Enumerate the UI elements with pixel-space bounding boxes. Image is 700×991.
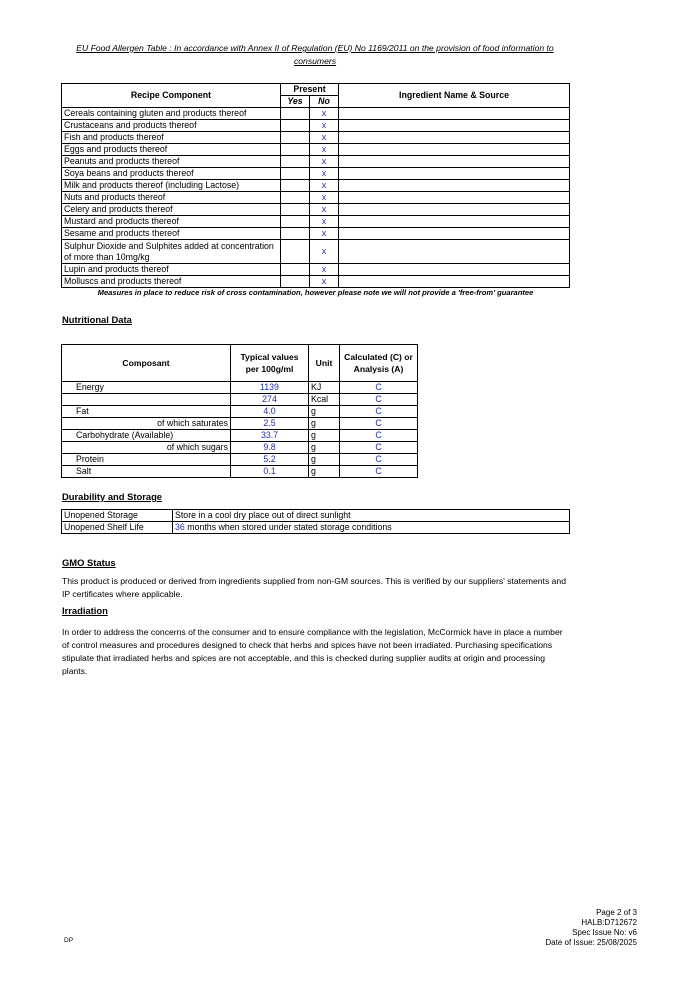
footer-spec: Spec Issue No: v6 <box>572 928 637 937</box>
allergen-yes <box>281 240 310 264</box>
allergen-ingredient <box>339 216 570 228</box>
gmo-text: This product is produced or derived from ingredients supplied from non-GM sources. This is verified by our suppliers' statements and IP certificates where applicable. <box>62 576 566 599</box>
allergen-row <box>62 132 570 144</box>
measures-note: Measures in place to reduce risk of cross contamination, however please note we will not provide a 'free-from' guarantee <box>97 288 534 297</box>
nutrient-method: C <box>340 394 418 406</box>
shelf-life-rest: months when stored under stated storage conditions <box>184 522 392 532</box>
shelf-life-months: 36 <box>175 522 185 532</box>
allergen-yes <box>281 120 310 132</box>
nutrient-value: 1139 <box>231 382 309 394</box>
allergen-component: Mustard and products thereof <box>62 216 281 228</box>
nutrient-unit: g <box>309 430 340 442</box>
allergen-component: Eggs and products thereof <box>62 144 281 156</box>
allergen-yes <box>281 132 310 144</box>
allergen-component: Milk and products thereof (including Lactose) <box>62 180 281 192</box>
col-composant: Composant <box>62 345 231 382</box>
nutrition-row <box>62 442 418 454</box>
allergen-ingredient <box>339 192 570 204</box>
col-calc: Calculated (C) or Analysis (A) <box>340 345 418 382</box>
nutrition-table <box>61 344 418 478</box>
allergen-ingredient <box>339 132 570 144</box>
allergen-no: x <box>310 204 339 216</box>
nutritional-heading: Nutritional Data <box>62 314 132 325</box>
footer-code: HALB:D712672 <box>581 918 637 927</box>
storage-value: Store in a cool dry place out of direct sunlight <box>173 510 570 522</box>
nutrient-unit: KJ <box>309 382 340 394</box>
footer-initials: DP <box>64 937 74 944</box>
irradiation-text: In order to address the concerns of the consumer and to ensure compliance with the legislation, McCormick have in place a number of control measures and procedures designed to check that herbs and spices have not been irradiated. Purchasing specifications stipulate that irradiated herbs and spices are not acceptable, and this is checked during supplier audits at origin and processing plants. <box>62 627 563 676</box>
allergen-row <box>62 228 570 240</box>
allergen-yes <box>281 144 310 156</box>
nutrition-row <box>62 418 418 430</box>
allergen-component: Cereals containing gluten and products thereof <box>62 108 281 120</box>
allergen-yes <box>281 264 310 276</box>
allergen-no: x <box>310 168 339 180</box>
allergen-ingredient <box>339 180 570 192</box>
nutrient-unit: g <box>309 454 340 466</box>
allergen-ingredient <box>339 264 570 276</box>
allergen-row <box>62 180 570 192</box>
allergen-yes <box>281 168 310 180</box>
allergen-row <box>62 276 570 288</box>
allergen-row <box>62 204 570 216</box>
irradiation-heading: Irradiation <box>62 605 108 616</box>
footer-page: Page 2 of 3 <box>596 908 637 917</box>
allergen-ingredient <box>339 228 570 240</box>
allergen-component: Crustaceans and products thereof <box>62 120 281 132</box>
allergen-no: x <box>310 276 339 288</box>
nutrient-value: 274 <box>231 394 309 406</box>
col-recipe-component: Recipe Component <box>62 84 281 108</box>
allergen-no: x <box>310 108 339 120</box>
allergen-no: x <box>310 228 339 240</box>
col-yes: Yes <box>281 96 310 108</box>
allergen-component: Sesame and products thereof <box>62 228 281 240</box>
allergen-yes <box>281 228 310 240</box>
header-note: EU Food Allergen Table : In accordance with Annex II of Regulation (EU) No 1169/2011 on the provision of food information to consumers <box>76 43 554 66</box>
allergen-component: Molluscs and products thereof <box>62 276 281 288</box>
nutrient-name: Fat <box>62 406 231 418</box>
nutrition-row <box>62 394 418 406</box>
nutrition-row <box>62 430 418 442</box>
nutrient-name: Salt <box>62 466 231 478</box>
allergen-yes <box>281 276 310 288</box>
allergen-ingredient <box>339 240 570 264</box>
footer-date: Date of Issue: 25/08/2025 <box>545 938 637 947</box>
nutrient-unit: g <box>309 406 340 418</box>
gmo-heading: GMO Status <box>62 557 116 568</box>
nutrient-unit: g <box>309 418 340 430</box>
nutrition-row <box>62 406 418 418</box>
nutrient-value: 4.0 <box>231 406 309 418</box>
nutrient-value: 2.5 <box>231 418 309 430</box>
nutrition-row <box>62 454 418 466</box>
footer-info <box>545 908 637 948</box>
durability-heading: Durability and Storage <box>62 491 163 502</box>
allergen-component: Celery and products thereof <box>62 204 281 216</box>
col-present: Present <box>281 84 339 96</box>
allergen-ingredient <box>339 156 570 168</box>
nutrient-name: Protein <box>62 454 231 466</box>
nutrient-name: of which saturates <box>62 418 231 430</box>
allergen-component: Peanuts and products thereof <box>62 156 281 168</box>
allergen-no: x <box>310 240 339 264</box>
nutrient-unit: Kcal <box>309 394 340 406</box>
allergen-component: Sulphur Dioxide and Sulphites added at concentration of more than 10mg/kg <box>62 240 281 264</box>
allergen-component: Fish and products thereof <box>62 132 281 144</box>
nutrient-method: C <box>340 466 418 478</box>
nutrient-method: C <box>340 382 418 394</box>
allergen-row <box>62 192 570 204</box>
allergen-no: x <box>310 156 339 168</box>
allergen-yes <box>281 192 310 204</box>
nutrient-method: C <box>340 418 418 430</box>
allergen-table <box>61 83 570 288</box>
allergen-no: x <box>310 216 339 228</box>
nutrient-method: C <box>340 430 418 442</box>
allergen-no: x <box>310 120 339 132</box>
allergen-ingredient <box>339 276 570 288</box>
shelf-life-label: Unopened Shelf Life <box>62 522 173 534</box>
allergen-component: Soya beans and products thereof <box>62 168 281 180</box>
allergen-ingredient <box>339 120 570 132</box>
nutrient-method: C <box>340 442 418 454</box>
allergen-row <box>62 120 570 132</box>
allergen-no: x <box>310 132 339 144</box>
allergen-yes <box>281 180 310 192</box>
allergen-row <box>62 216 570 228</box>
nutrient-value: 0.1 <box>231 466 309 478</box>
nutrient-value: 9.8 <box>231 442 309 454</box>
allergen-ingredient <box>339 204 570 216</box>
allergen-row <box>62 156 570 168</box>
allergen-no: x <box>310 144 339 156</box>
allergen-row <box>62 168 570 180</box>
allergen-ingredient <box>339 144 570 156</box>
col-ingredient: Ingredient Name & Source <box>339 84 570 108</box>
allergen-component: Nuts and products thereof <box>62 192 281 204</box>
nutrient-value: 33.7 <box>231 430 309 442</box>
durability-table <box>61 509 570 534</box>
col-unit: Unit <box>309 345 340 382</box>
allergen-yes <box>281 204 310 216</box>
allergen-component: Lupin and products thereof <box>62 264 281 276</box>
allergen-yes <box>281 156 310 168</box>
allergen-row <box>62 240 570 264</box>
col-no: No <box>310 96 339 108</box>
nutrient-unit: g <box>309 442 340 454</box>
storage-label: Unopened Storage <box>62 510 173 522</box>
shelf-life-value <box>173 522 570 534</box>
allergen-row <box>62 264 570 276</box>
allergen-no: x <box>310 264 339 276</box>
nutrient-name: Carbohydrate (Available) <box>62 430 231 442</box>
nutrient-unit: g <box>309 466 340 478</box>
allergen-yes <box>281 216 310 228</box>
allergen-no: x <box>310 180 339 192</box>
allergen-ingredient <box>339 108 570 120</box>
col-typical: Typical values per 100g/ml <box>231 345 309 382</box>
nutrient-name: of which sugars <box>62 442 231 454</box>
nutrition-row <box>62 382 418 394</box>
allergen-no: x <box>310 192 339 204</box>
allergen-yes <box>281 108 310 120</box>
allergen-row <box>62 108 570 120</box>
nutrient-name <box>62 394 231 406</box>
allergen-row <box>62 144 570 156</box>
nutrient-name: Energy <box>62 382 231 394</box>
nutrient-value: 5.2 <box>231 454 309 466</box>
nutrient-method: C <box>340 454 418 466</box>
nutrient-method: C <box>340 406 418 418</box>
nutrition-row <box>62 466 418 478</box>
allergen-ingredient <box>339 168 570 180</box>
